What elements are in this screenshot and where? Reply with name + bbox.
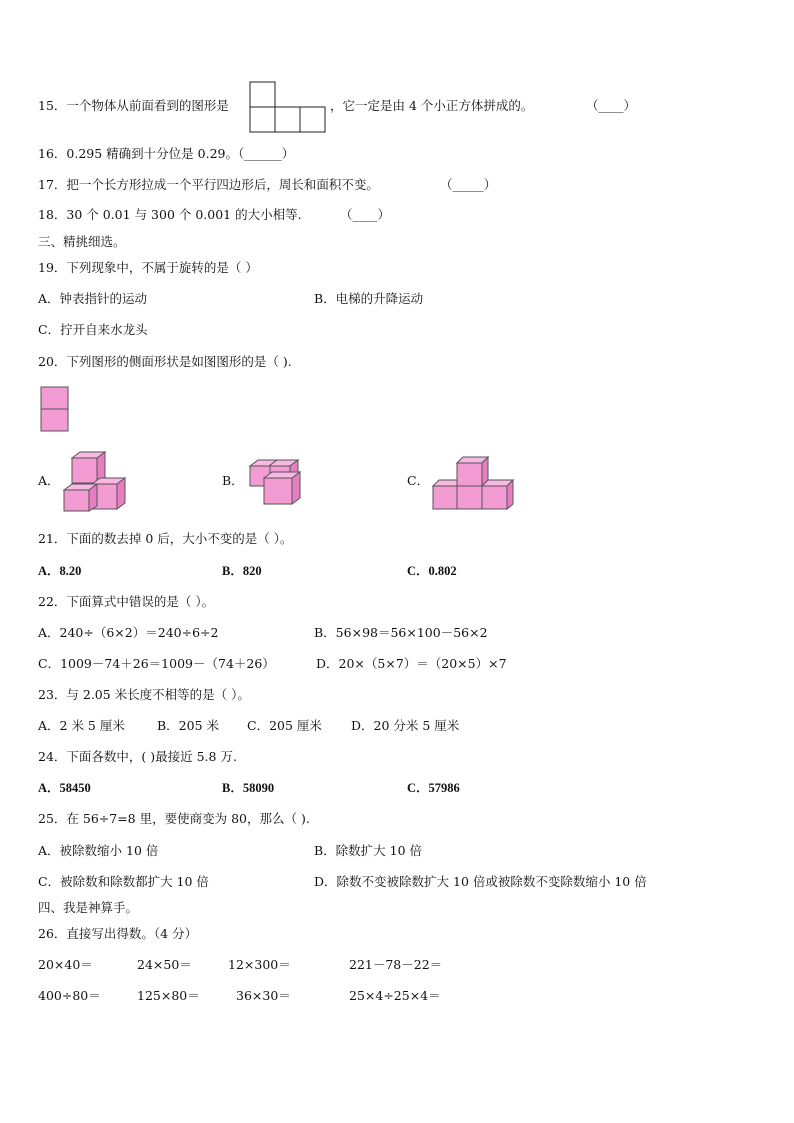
q25-stem: 25．在 56÷7=8 里，要使商变为 80，那么（ ). bbox=[38, 811, 310, 826]
q20-option-c-label[interactable]: C． bbox=[407, 473, 430, 488]
q23-option-a[interactable]: A．2 米 5 厘米 bbox=[38, 718, 125, 733]
q25-option-d[interactable]: D．除数不变被除数扩大 10 倍或被除数不变除数缩小 10 倍 bbox=[314, 874, 647, 889]
q26-calc-1: 20×40＝ bbox=[38, 957, 93, 972]
q21-option-b[interactable]: B．820 bbox=[222, 564, 262, 578]
q26-calc-4: 221－78－22＝ bbox=[349, 957, 443, 972]
q25-option-b[interactable]: B．除数扩大 10 倍 bbox=[314, 843, 423, 858]
q26-calc-3: 12×300＝ bbox=[228, 957, 291, 972]
q20-option-c-cubes[interactable] bbox=[431, 454, 513, 512]
q22-option-a[interactable]: A．240÷（6×2）＝240÷6÷2 bbox=[38, 625, 219, 640]
q22-option-b[interactable]: B．56×98＝56×100－56×2 bbox=[314, 625, 488, 640]
q20-option-a-label[interactable]: A． bbox=[38, 473, 60, 488]
q22-option-d[interactable]: D．20×（5×7）＝（20×5）×7 bbox=[316, 656, 507, 671]
q20-option-a-cubes[interactable] bbox=[62, 450, 132, 512]
q17-answer-bracket[interactable]: （_____） bbox=[440, 177, 497, 192]
q17-text: 17．把一个长方形拉成一个平行四边形后，周长和面积不变。 bbox=[38, 177, 379, 192]
q20-side-view-figure bbox=[40, 386, 70, 432]
section-3-title: 三、精挑细选。 bbox=[38, 234, 126, 249]
q20-stem: 20．下列图形的侧面形状是如图图形的是（ ). bbox=[38, 354, 292, 369]
q18-answer-bracket[interactable]: （____） bbox=[340, 207, 391, 222]
q19-option-a[interactable]: A．钟表指针的运动 bbox=[38, 291, 148, 306]
q15-front-view-figure bbox=[249, 81, 329, 133]
q23-option-d[interactable]: D．20 分米 5 厘米 bbox=[351, 718, 460, 733]
q15-square-bottom-3 bbox=[300, 107, 325, 132]
q25-option-a[interactable]: A．被除数缩小 10 倍 bbox=[38, 843, 159, 858]
q26-calc-6: 125×80＝ bbox=[137, 988, 200, 1003]
q26-calc-2: 24×50＝ bbox=[137, 957, 192, 972]
q15-prefix: 15．一个物体从前面看到的图形是 bbox=[38, 98, 229, 113]
q21-option-a[interactable]: A．8.20 bbox=[38, 564, 82, 578]
q15-square-bottom-2 bbox=[275, 107, 300, 132]
q23-option-b[interactable]: B．205 米 bbox=[157, 718, 220, 733]
q26-calc-5: 400÷80＝ bbox=[38, 988, 101, 1003]
q24-option-c[interactable]: C．57986 bbox=[407, 781, 460, 795]
q26-stem: 26．直接写出得数。（4 分） bbox=[38, 926, 198, 941]
q19-option-c[interactable]: C．拧开自来水龙头 bbox=[38, 322, 148, 337]
q18-text: 18．30 个 0.01 与 300 个 0.001 的大小相等. bbox=[38, 207, 302, 222]
q15-suffix: ，它一定是由 4 个小正方体拼成的。 bbox=[330, 98, 534, 113]
q20-option-b-label[interactable]: B． bbox=[222, 473, 244, 488]
q20-option-b-cubes[interactable] bbox=[246, 456, 306, 508]
q15-square-bottom-1 bbox=[250, 107, 275, 132]
q21-option-c[interactable]: C．0.802 bbox=[407, 564, 457, 578]
q26-calc-7: 36×30＝ bbox=[236, 988, 291, 1003]
q26-calc-8: 25×4÷25×4＝ bbox=[349, 988, 441, 1003]
q23-stem: 23．与 2.05 米长度不相等的是（ ）。 bbox=[38, 687, 250, 702]
q19-stem: 19．下列现象中，不属于旋转的是（ ） bbox=[38, 260, 258, 275]
q19-option-b[interactable]: B．电梯的升降运动 bbox=[314, 291, 424, 306]
q21-stem: 21．下面的数去掉 0 后，大小不变的是（ ）。 bbox=[38, 531, 293, 546]
q22-option-c[interactable]: C．1009－74＋26＝1009－（74＋26） bbox=[38, 656, 275, 671]
q22-stem: 22．下面算式中错误的是（ ）。 bbox=[38, 594, 215, 609]
q23-option-c[interactable]: C．205 厘米 bbox=[247, 718, 322, 733]
q16-text: 16．0.295 精确到十分位是 0.29。（______） bbox=[38, 146, 295, 161]
q24-stem: 24．下面各数中，( )最接近 5.8 万. bbox=[38, 749, 237, 764]
q24-option-a[interactable]: A．58450 bbox=[38, 781, 91, 795]
q24-option-b[interactable]: B．58090 bbox=[222, 781, 275, 795]
q15-answer-bracket[interactable]: （____） bbox=[586, 98, 637, 113]
section-4-title: 四、我是神算手。 bbox=[38, 900, 139, 915]
q15-square-top bbox=[250, 82, 275, 107]
q25-option-c[interactable]: C．被除数和除数都扩大 10 倍 bbox=[38, 874, 209, 889]
